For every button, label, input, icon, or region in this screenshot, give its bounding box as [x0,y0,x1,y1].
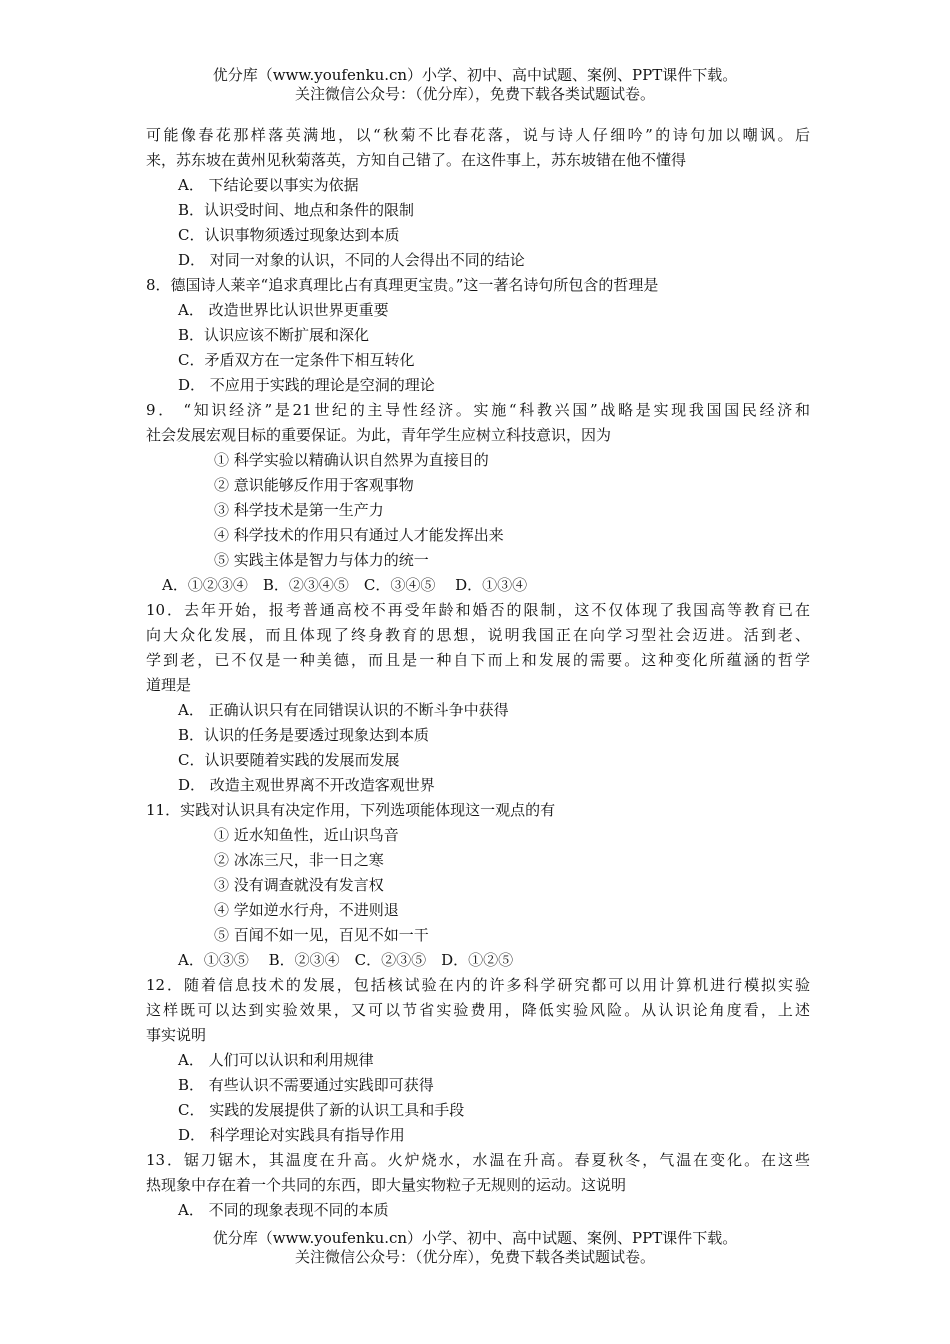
q12-option-c: C． 实践的发展提供了新的认识工具和手段 [178,1101,465,1119]
q11-item-4: ④ 学如逆水行舟，不进则退 [214,901,399,919]
q10-stem-line-3: 学到老，已不仅是一种美德，而且是一种自下而上和发展的需要。这种变化所蕴涵的哲学 [146,651,810,669]
q9-item-3: ③ 科学技术是第一生产力 [214,501,384,519]
q7-option-b: B．认识受时间、地点和条件的限制 [178,201,415,219]
q8-stem: 8．德国诗人莱辛“追求真理比占有真理更宝贵。”这一著名诗句所包含的哲理是 [146,276,659,294]
q12-option-b: B． 有些认识不需要通过实践即可获得 [178,1076,434,1094]
q11-item-3: ③ 没有调查就没有发言权 [214,876,384,894]
q13-option-a: A． 不同的现象表现不同的本质 [178,1201,389,1219]
q10-stem-line-2: 向大众化发展，而且体现了终身教育的思想，说明我国正在向学习型社会迈进。活到老、 [146,626,810,644]
q8-option-d: D． 不应用于实践的理论是空洞的理论 [178,376,435,394]
q10-option-a: A． 正确认识只有在同错误认识的不断斗争中获得 [178,701,509,719]
q7-option-c: C．认识事物须透过现象达到本质 [178,226,400,244]
q9-stem-line-2: 社会发展宏观目标的重要保证。为此，青年学生应树立科技意识，因为 [146,426,612,444]
q12-stem-line-1: 12．随着信息技术的发展，包括核试验在内的许多科学研究都可以用计算机进行模拟实验 [146,976,810,994]
page-footer [0,1229,950,1267]
q9-choices: A．①②③④ B．②③④⑤ C．③④⑤ D．①③④ [162,576,528,594]
q8-option-b: B．认识应该不断扩展和深化 [178,326,370,344]
q9-item-1: ① 科学实验以精确认识自然界为直接目的 [214,451,489,469]
q9-item-4: ④ 科学技术的作用只有通过人才能发挥出来 [214,526,504,544]
q12-stem-line-2: 这样既可以达到实验效果，又可以节省实验费用，降低实验风险。从认识论角度看，上述 [146,1001,810,1019]
q12-stem-line-3: 事实说明 [146,1026,207,1044]
q13-stem-line-1: 13．锯刀锯木，其温度在升高。火炉烧水，水温在升高。春夏秋冬，气温在变化。在这些 [146,1151,810,1169]
page-header [0,66,950,104]
q11-item-2: ② 冰冻三尺，非一日之寒 [214,851,384,869]
q11-choices: A．①③⑤ B．②③④ C．②③⑤ D．①②⑤ [178,951,514,969]
q7-stem-line-2: 来，苏东坡在黄州见秋菊落英，方知自己错了。在这件事上，苏东坡错在他不懂得 [146,151,687,169]
footer-line-1: 优分库（www.youfenku.cn）小学、初中、高中试题、案例、PPT课件下载。 [212,1229,738,1247]
q12-option-a: A． 人们可以认识和利用规律 [178,1051,374,1069]
q10-option-c: C．认识要随着实践的发展而发展 [178,751,400,769]
q10-stem-line-4: 道理是 [146,676,192,694]
q13-stem-line-2: 热现象中存在着一个共同的东西，即大量实物粒子无规则的运动。这说明 [146,1176,627,1194]
q11-stem: 11．实践对认识具有决定作用，下列选项能体现这一观点的有 [146,801,556,819]
header-line-1: 优分库（www.youfenku.cn）小学、初中、高中试题、案例、PPT课件下载。 [212,66,738,84]
q10-option-b: B．认识的任务是要透过现象达到本质 [178,726,430,744]
q9-item-5: ⑤ 实践主体是智力与体力的统一 [214,551,429,569]
q7-stem-line-1: 可能像春花那样落英满地，以“秋菊不比春花落，说与诗人仔细吟”的诗句加以嘲讽。后 [146,126,810,144]
document-body [146,123,810,1223]
q7-option-a: A． 下结论要以事实为依据 [178,176,359,194]
footer-line-2: 关注微信公众号：（优分库），免费下载各类试题试卷。 [294,1248,655,1266]
q10-stem-line-1: 10．去年开始，报考普通高校不再受年龄和婚否的限制，这不仅体现了我国高等教育已在 [146,601,810,619]
q8-option-c: C．矛盾双方在一定条件下相互转化 [178,351,415,369]
q9-stem-line-1: 9． “知识经济”是21世纪的主导性经济。实施“科教兴国”战略是实现我国国民经济和 [146,401,810,419]
q10-option-d: D． 改造主观世界离不开改造客观世界 [178,776,435,794]
q12-option-d: D． 科学理论对实践具有指导作用 [178,1126,405,1144]
q9-item-2: ② 意识能够反作用于客观事物 [214,476,414,494]
header-line-2: 关注微信公众号：（优分库），免费下载各类试题试卷。 [294,85,655,103]
q8-option-a: A． 改造世界比认识世界更重要 [178,301,389,319]
q11-item-5: ⑤ 百闻不如一见，百见不如一干 [214,926,429,944]
q11-item-1: ① 近水知鱼性，近山识鸟音 [214,826,399,844]
q7-option-d: D． 对同一对象的认识，不同的人会得出不同的结论 [178,251,525,269]
